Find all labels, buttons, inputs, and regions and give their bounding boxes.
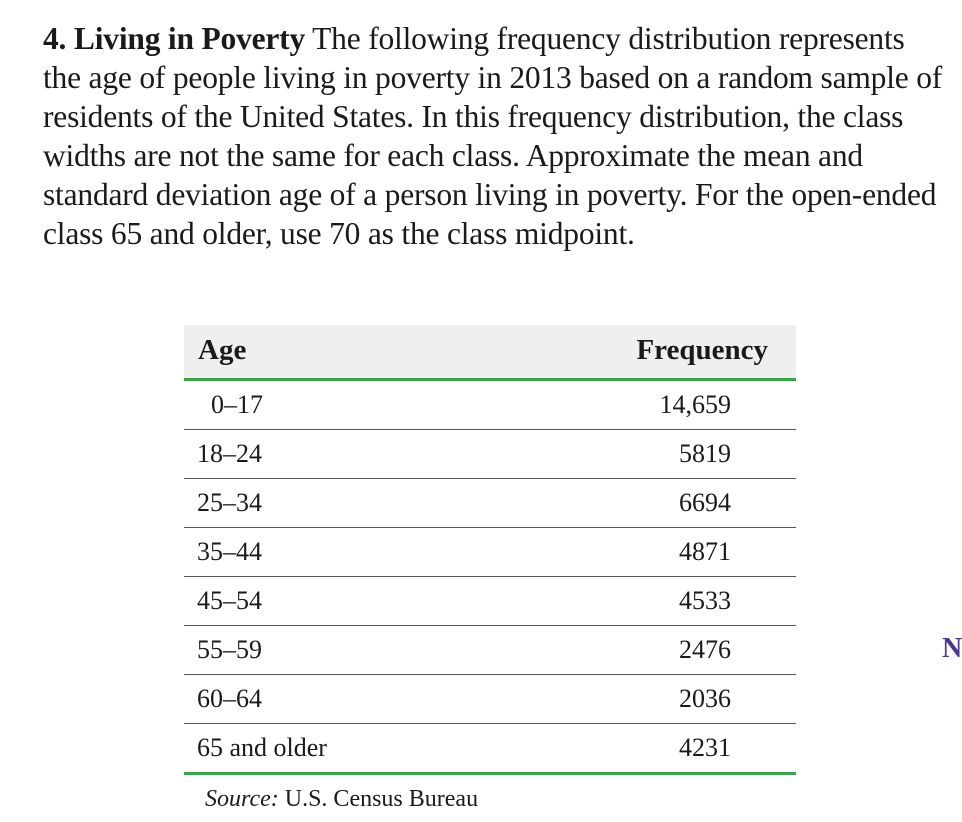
age-cell: 0–17 (211, 390, 263, 419)
problem-title: Living in Poverty (73, 21, 306, 56)
age-cell: 60–64 (197, 684, 262, 713)
frequency-cell: 2036 (679, 684, 731, 713)
frequency-table (184, 325, 796, 775)
table-row (184, 479, 796, 528)
frequency-cell: 4871 (679, 537, 731, 566)
problem-statement (43, 19, 948, 253)
source-label: Source: (205, 786, 279, 812)
frequency-column-header: Frequency (636, 334, 768, 366)
age-column-header: Age (198, 334, 247, 366)
age-cell: 45–54 (197, 586, 262, 615)
table-row (184, 430, 796, 479)
age-cell: 55–59 (197, 635, 262, 664)
problem-text: The following frequency distribution represents the age of people living in poverty in 2013 based on a random sample of residents of the United States. In this frequency distribution, the class widths are not the same for each class. Approximate the mean and standard deviation age of a person living in poverty. For the open-ended class 65 and older, use 70 as the class midpoint. (43, 21, 943, 251)
table-row (184, 626, 796, 675)
age-cell: 18–24 (197, 439, 262, 468)
table-row (184, 577, 796, 626)
age-cell: 35–44 (197, 537, 262, 566)
table-row (184, 381, 796, 430)
table-header (184, 325, 796, 381)
frequency-cell: 4533 (679, 586, 731, 615)
source-text: U.S. Census Bureau (284, 786, 479, 812)
frequency-cell: 2476 (679, 635, 731, 664)
problem-number: 4. (43, 21, 67, 56)
age-cell: 25–34 (197, 488, 262, 517)
frequency-cell: 14,659 (659, 390, 731, 419)
frequency-cell: 5819 (679, 439, 731, 468)
margin-letter: N (942, 633, 962, 664)
table-row (184, 528, 796, 577)
table-row (184, 675, 796, 724)
table-row (184, 724, 796, 775)
frequency-cell: 6694 (679, 488, 731, 517)
frequency-cell: 4231 (679, 733, 731, 762)
source-note (205, 786, 478, 813)
age-cell: 65 and older (197, 733, 327, 762)
